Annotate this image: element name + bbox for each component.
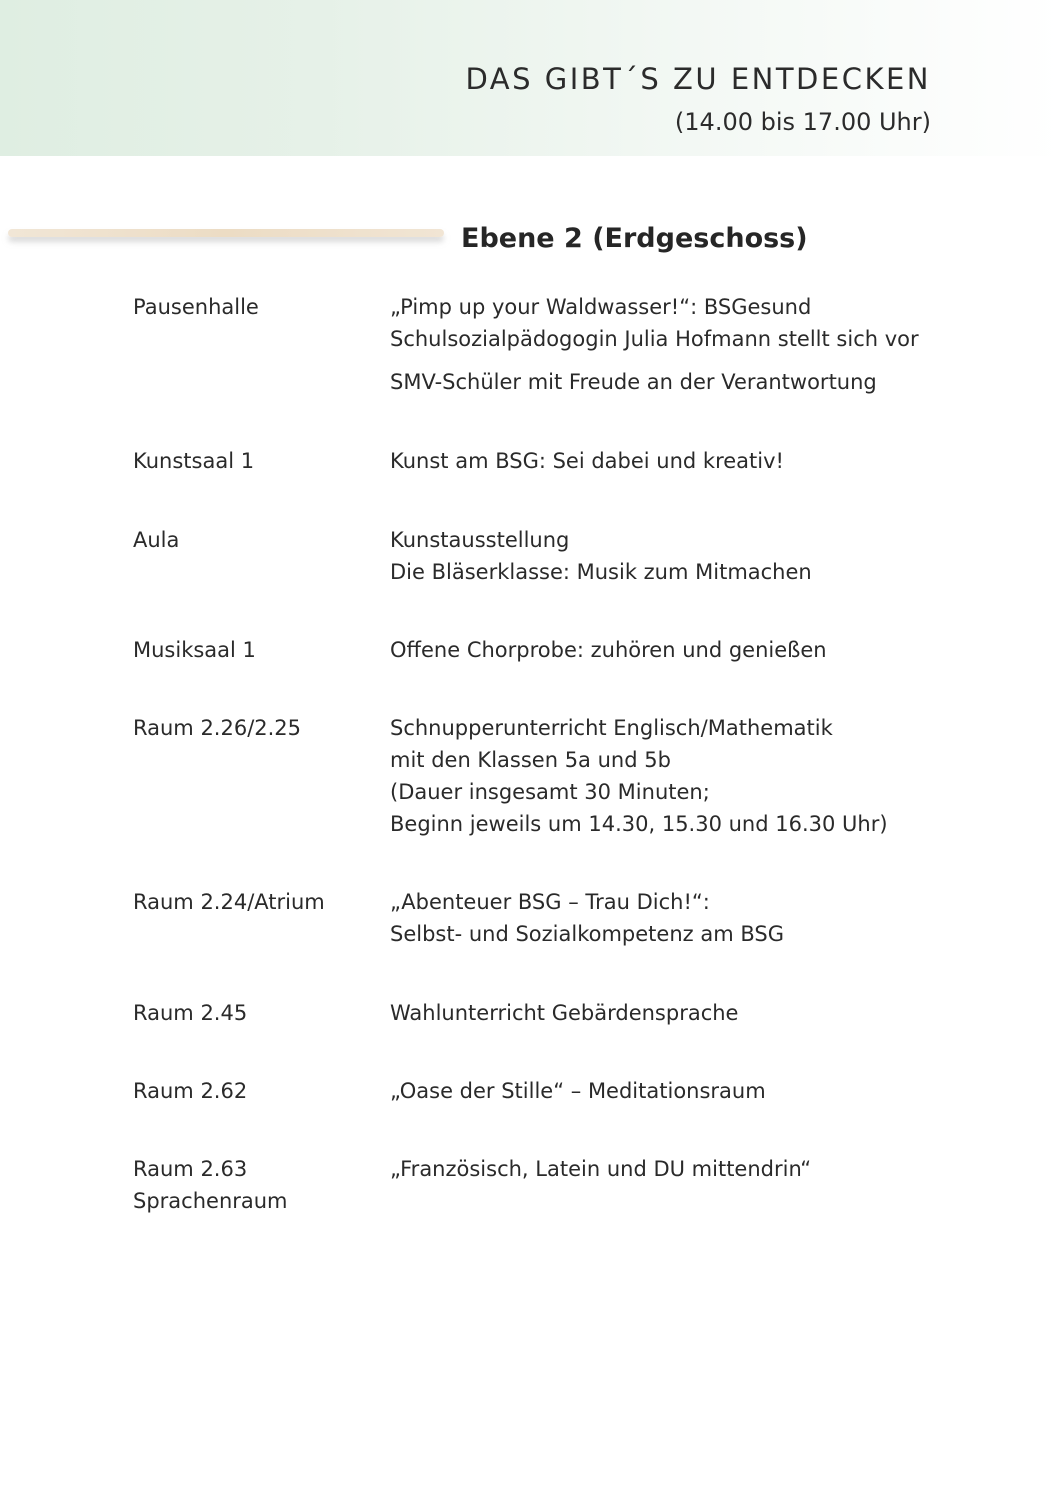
room-label — [133, 445, 254, 477]
room-line: Raum 2.62 — [133, 1079, 248, 1103]
description-line: Offene Chorprobe: zuhören und genießen — [390, 638, 827, 662]
room-label — [133, 634, 256, 666]
entry-description — [390, 886, 784, 950]
description-line: Schulsozialpädogogin Julia Hofmann stellt sich vor — [390, 327, 919, 351]
decorative-divider — [8, 229, 444, 237]
description-line: „Pimp up your Waldwasser!“: BSGesund — [390, 295, 812, 319]
room-label — [133, 1075, 247, 1107]
room-line: Kunstsaal 1 — [133, 449, 255, 473]
description-line: Kunst am BSG: Sei dabei und kreativ! — [390, 449, 784, 473]
room-label — [133, 886, 325, 918]
page-subtitle: (14.00 bis 17.00 Uhr) — [674, 108, 931, 136]
room-label — [133, 1153, 288, 1217]
room-line: Aula — [133, 528, 180, 552]
description-line: Die Bläserklasse: Musik zum Mitmachen — [390, 560, 812, 584]
entry-description — [390, 712, 888, 840]
room-line: Sprachenraum — [133, 1189, 288, 1213]
entry-description — [390, 1153, 811, 1185]
room-line: Pausenhalle — [133, 295, 259, 319]
room-line: Musiksaal 1 — [133, 638, 256, 662]
entry-description — [390, 524, 812, 588]
room-line: Raum 2.24/Atrium — [133, 890, 325, 914]
entry-description — [390, 1075, 766, 1107]
description-line: Wahlunterricht Gebärdensprache — [390, 1001, 739, 1025]
description-line: mit den Klassen 5a und 5b — [390, 748, 671, 772]
room-line: Raum 2.63 — [133, 1157, 248, 1181]
description-line: Schnupperunterricht Englisch/Mathematik — [390, 716, 833, 740]
description-line: Selbst- und Sozialkompetenz am BSG — [390, 922, 784, 946]
entry-description — [390, 445, 784, 477]
description-line: „Abenteuer BSG – Trau Dich!“: — [390, 890, 710, 914]
section-heading: Ebene 2 (Erdgeschoss) — [461, 223, 808, 254]
description-line: „Oase der Stille“ – Meditationsraum — [390, 1079, 766, 1103]
room-label — [133, 524, 179, 556]
room-label — [133, 712, 301, 744]
entry-description — [390, 997, 738, 1029]
description-line: SMV-Schüler mit Freude an der Verantwortung — [390, 370, 877, 394]
description-line: (Dauer insgesamt 30 Minuten; — [390, 780, 710, 804]
room-line: Raum 2.45 — [133, 1001, 248, 1025]
description-line: Beginn jeweils um 14.30, 15.30 und 16.30 Uhr) — [390, 812, 888, 836]
entry-description — [390, 634, 827, 666]
room-label — [133, 997, 247, 1029]
page-title: DAS GIBT´S ZU ENTDECKEN — [465, 62, 931, 96]
description-line: Kunstausstellung — [390, 528, 570, 552]
room-label — [133, 291, 259, 323]
room-line: Raum 2.26/2.25 — [133, 716, 302, 740]
description-line: „Französisch, Latein und DU mittendrin“ — [390, 1157, 812, 1181]
entry-description — [390, 291, 919, 398]
